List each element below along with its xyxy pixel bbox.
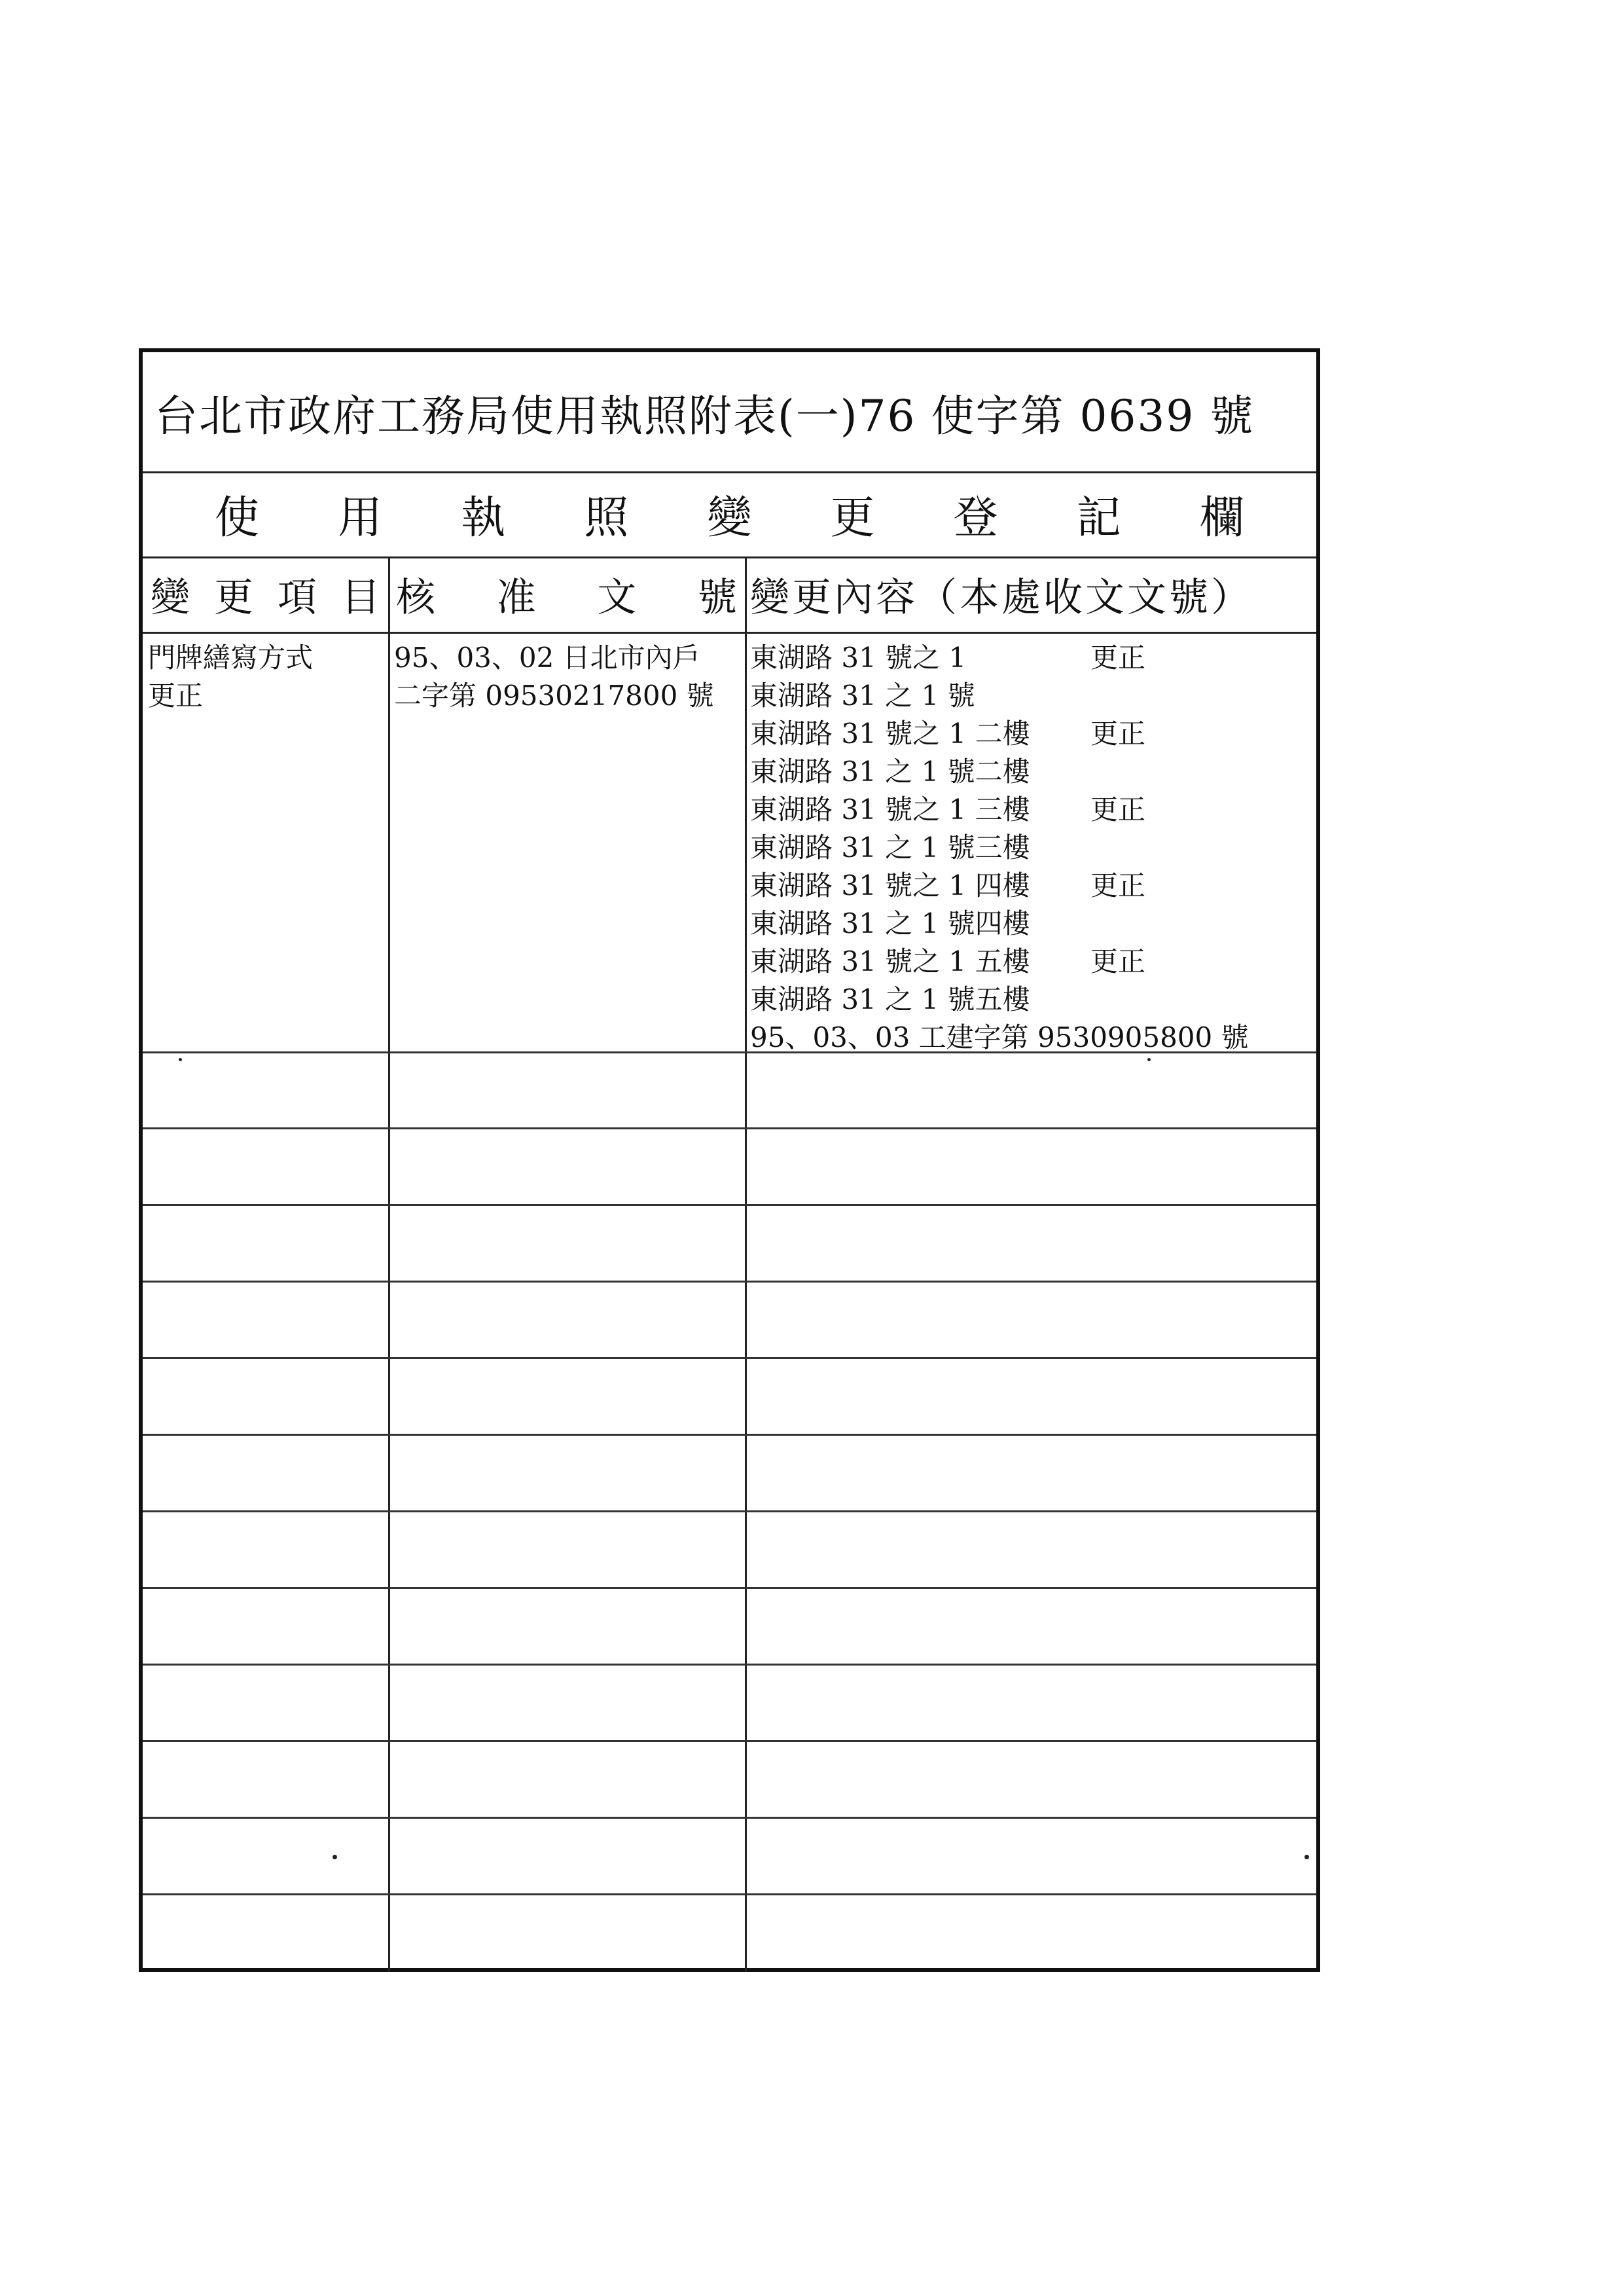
row-divider [143, 1127, 1316, 1129]
section-heading-char: 登 [953, 492, 998, 544]
section-heading-char: 執 [461, 492, 506, 544]
address-text: 東湖路 31 號之 1 二樓 [750, 718, 1030, 750]
section-heading [143, 471, 1316, 558]
header-char: 項 [278, 574, 317, 621]
address-line [750, 753, 1320, 791]
row-divider [143, 1357, 1316, 1359]
column-header-approval [388, 556, 745, 634]
address-line [750, 677, 1320, 715]
section-heading-char: 變 [707, 492, 752, 544]
entry-content [750, 639, 1320, 1057]
header-char: 核 [396, 574, 435, 621]
address-text: 東湖路 31 之 1 號四樓 [750, 907, 1030, 939]
address-text: 東湖路 31 之 1 號三樓 [750, 831, 1030, 864]
address-text: 東湖路 31 號之 1 [750, 642, 967, 674]
row-divider [143, 1510, 1316, 1512]
address-line [750, 715, 1320, 753]
row-divider [143, 1740, 1316, 1742]
address-text: 東湖路 31 號之 1 三樓 [750, 793, 1030, 826]
header-char: 號 [697, 574, 737, 621]
row-divider [143, 1281, 1316, 1283]
header-char: 目 [341, 574, 380, 621]
scan-speck [1304, 1855, 1309, 1859]
entry-approval-line: 二字第 09530217800 號 [394, 680, 714, 712]
header-char: 文 [597, 574, 637, 621]
address-text: 東湖路 31 之 1 號五樓 [750, 983, 1030, 1015]
row-divider [143, 1664, 1316, 1666]
address-line [750, 829, 1320, 867]
header-char: 變 [151, 574, 190, 621]
row-divider [143, 1817, 1316, 1819]
entry-item-line: 更正 [148, 680, 204, 712]
scan-speck [1147, 1058, 1151, 1061]
entry-approval-line: 95、03、02 日北市內戶 [394, 642, 700, 674]
section-heading-char: 更 [830, 492, 875, 544]
correction-tag: 更正 [1090, 945, 1146, 977]
header-char: 准 [496, 574, 536, 621]
address-text: 東湖路 31 號之 1 四樓 [750, 869, 1030, 902]
entry-approval [394, 639, 714, 715]
section-heading-char: 使 [215, 492, 260, 544]
row-divider [143, 1587, 1316, 1589]
correction-tag: 更正 [1090, 642, 1146, 674]
scan-speck [179, 1058, 182, 1061]
address-line [750, 867, 1320, 905]
row-divider [143, 1051, 1316, 1053]
scan-speck [333, 1855, 337, 1859]
row-divider [143, 1204, 1316, 1206]
entry-item [148, 639, 313, 715]
document-title: 台北市政府工務局使用執照附表(一)76 使字第 0639 號 [143, 352, 1316, 473]
address-line [750, 943, 1320, 981]
column-header-content: 變更內容（本處收文文號） [745, 556, 1316, 634]
section-heading-char: 記 [1076, 492, 1121, 544]
row-divider [143, 1434, 1316, 1436]
column-header-item [143, 556, 388, 634]
correction-tag: 更正 [1090, 718, 1146, 750]
address-line [750, 639, 1320, 677]
address-line [750, 905, 1320, 943]
correction-tag: 更正 [1090, 869, 1146, 902]
address-line [750, 791, 1320, 829]
address-text: 東湖路 31 號之 1 五樓 [750, 945, 1030, 977]
section-heading-char: 照 [584, 492, 629, 544]
entry-item-line: 門牌繕寫方式 [148, 642, 314, 674]
permit-table-frame [139, 348, 1320, 1972]
column-divider [388, 556, 390, 1972]
column-divider [745, 556, 747, 1972]
correction-tag: 更正 [1090, 793, 1146, 826]
section-heading-char: 用 [338, 492, 383, 544]
header-char: 更 [214, 574, 253, 621]
row-divider [143, 1893, 1316, 1895]
address-line [750, 981, 1320, 1019]
section-heading-char: 欄 [1199, 492, 1244, 544]
address-text: 東湖路 31 之 1 號 [750, 680, 975, 712]
receipt-reference: 95、03、03 工建字第 9530905800 號 [750, 1021, 1249, 1053]
address-text: 東湖路 31 之 1 號二樓 [750, 756, 1030, 788]
